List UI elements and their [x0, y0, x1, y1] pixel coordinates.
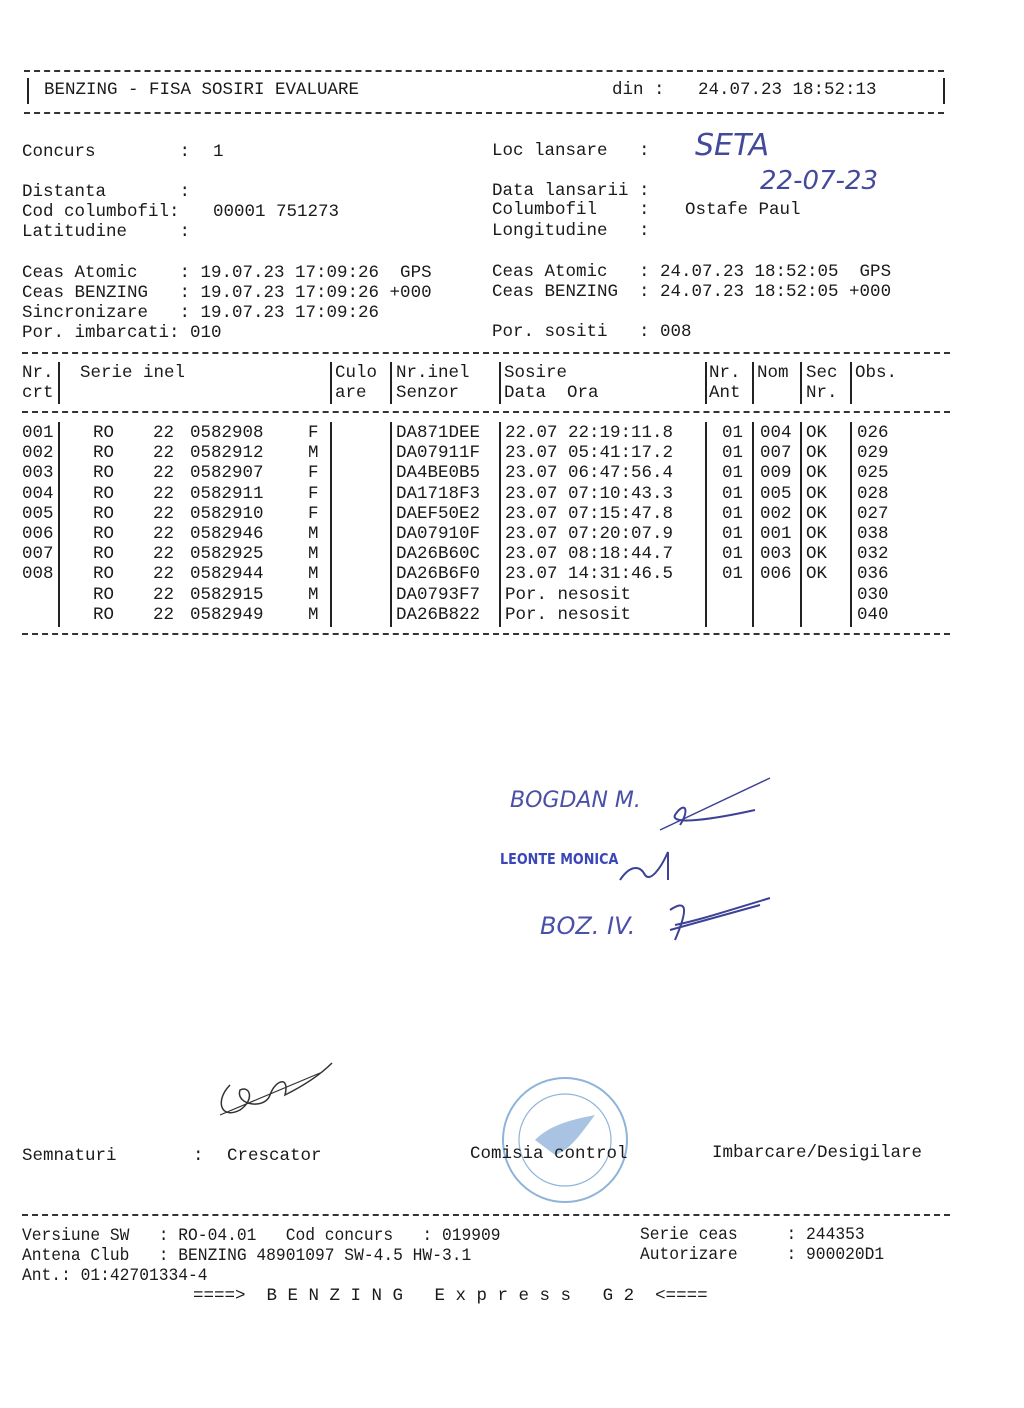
cell-obs: 025: [857, 463, 889, 484]
signature-bogdan: BOGDAN M.: [510, 788, 641, 813]
longitudine-label: Longitudine :: [492, 221, 650, 241]
semnaturi-label: Semnaturi: [22, 1146, 117, 1166]
crescator-label: Crescator: [227, 1146, 322, 1166]
col-header-senzor: Nr.inel Senzor: [396, 363, 470, 403]
cell-nom: 005: [760, 483, 792, 504]
col-header-ant: Nr. Ant: [709, 363, 741, 403]
cell-nom: 001: [760, 524, 792, 544]
cell-sec: OK: [806, 544, 828, 565]
cell-tara: RO: [93, 564, 115, 585]
cell-inel: 0582907: [190, 463, 264, 484]
cell-sex: M: [308, 443, 319, 464]
cell-sosire: 22.07 22:19:11.8: [505, 423, 674, 443]
cell-sex: M: [308, 524, 319, 544]
cell-inel: 0582908: [190, 423, 264, 443]
divider: [22, 1214, 950, 1216]
signature-scribble-1: [675, 808, 755, 825]
cell-sosire: Por. nesosit: [505, 584, 632, 605]
cell-senzor: DA1718F3: [396, 483, 481, 504]
cell-tara: RO: [93, 423, 115, 443]
cell-nr: 001: [22, 423, 54, 443]
col-header-sec: Sec Nr.: [806, 363, 838, 403]
crescator-signature: [210, 1055, 340, 1125]
cell-sex: M: [308, 584, 319, 605]
cell-obs: 026: [857, 423, 889, 443]
cell-obs: 030: [857, 584, 889, 605]
cell-senzor: DA4BE0B5: [396, 463, 481, 484]
divider: [22, 411, 950, 413]
cell-nr: 008: [22, 564, 54, 585]
cell-nom: 009: [760, 463, 792, 484]
divider: [22, 633, 950, 635]
cell-senzor: DA871DEE: [396, 423, 481, 443]
divider: [24, 70, 944, 72]
cell-sosire: 23.07 06:47:56.4: [505, 463, 674, 484]
cell-sex: M: [308, 564, 319, 585]
ceas-benzing-start: Ceas BENZING : 19.07.23 17:09:26 +000: [22, 283, 432, 303]
cell-obs: 028: [857, 483, 889, 504]
cell-ant: 01: [722, 503, 744, 524]
concurs-value: 1: [213, 142, 224, 162]
cell-inel: 0582946: [190, 524, 264, 544]
latitudine-label: Latitudine :: [22, 222, 191, 242]
imbarcare-label: Imbarcare/Desigilare: [712, 1143, 923, 1163]
data-lansarii-handwritten: 22-07-23: [760, 166, 879, 196]
cell-inel: 0582910: [190, 503, 264, 524]
columbofil-value: Ostafe Paul: [685, 200, 801, 220]
cell-nom: 003: [760, 544, 792, 565]
cell-sosire: 23.07 07:15:47.8: [505, 503, 674, 524]
cell-nr: 003: [22, 463, 54, 484]
divider: [22, 352, 950, 354]
cell-sosire: 23.07 05:41:17.2: [505, 443, 674, 464]
concurs-label: Concurs :: [22, 142, 191, 162]
antena-id: Ant.: 01:42701334-4: [22, 1266, 208, 1286]
cell-obs: 032: [857, 544, 889, 565]
cell-sex: F: [308, 483, 319, 504]
club-stamp: [500, 1075, 630, 1205]
date-label: din :: [612, 80, 665, 100]
colon: :: [193, 1146, 204, 1166]
ceas-atomic-end: Ceas Atomic : 24.07.23 18:52:05 GPS: [492, 262, 892, 282]
cell-an: 22: [153, 503, 175, 524]
page-title: BENZING - FISA SOSIRI EVALUARE: [44, 80, 360, 100]
divider: [24, 112, 944, 114]
cell-ant: 01: [722, 443, 744, 464]
cell-inel: 0582912: [190, 443, 264, 464]
cell-an: 22: [153, 524, 175, 544]
cell-inel: 0582911: [190, 483, 264, 504]
cell-inel: 0582949: [190, 604, 264, 625]
cell-senzor: DA26B60C: [396, 544, 481, 565]
cell-sosire: 23.07 14:31:46.5: [505, 564, 674, 585]
cell-an: 22: [153, 443, 175, 464]
porumbei-sositi: Por. sositi : 008: [492, 322, 692, 342]
serie-ceas: Serie ceas : 244353: [640, 1225, 865, 1245]
cell-obs: 038: [857, 524, 889, 544]
signature-scribble-2: [620, 852, 668, 880]
antena-club: Antena Club : BENZING 48901097 SW-4.5 HW-3.1: [22, 1246, 472, 1266]
cell-sec: OK: [806, 423, 828, 443]
col-header-culoare: Culo are: [335, 363, 378, 403]
sincronizare: Sincronizare : 19.07.23 17:09:26: [22, 303, 380, 323]
cell-nr: 006: [22, 524, 54, 544]
cell-senzor: DAEF50E2: [396, 503, 481, 524]
cell-inel: 0582915: [190, 584, 264, 605]
cell-sosire: Por. nesosit: [505, 604, 632, 625]
cell-sec: OK: [806, 564, 828, 585]
cell-nr: 005: [22, 503, 54, 524]
cell-senzor: DA07910F: [396, 524, 481, 544]
versiune-sw: Versiune SW : RO-04.01 Cod concurs : 019909: [22, 1226, 501, 1246]
ceas-atomic-start: Ceas Atomic : 19.07.23 17:09:26 GPS: [22, 263, 432, 283]
col-header-serie: Serie inel: [80, 363, 186, 383]
cell-sex: M: [308, 544, 319, 565]
print-datetime: 24.07.23 18:52:13: [698, 80, 877, 100]
cell-tara: RO: [93, 483, 115, 504]
cell-an: 22: [153, 584, 175, 605]
cell-sec: OK: [806, 443, 828, 464]
ceas-benzing-end: Ceas BENZING : 24.07.23 18:52:05 +000: [492, 282, 892, 302]
cell-ant: 01: [722, 524, 744, 544]
col-header-obs: Obs.: [855, 363, 898, 383]
divider: [27, 78, 29, 104]
cell-an: 22: [153, 564, 175, 585]
cell-sec: OK: [806, 463, 828, 484]
porumbei-imbarcati: Por. imbarcati: 010: [22, 323, 222, 343]
cell-nr: 007: [22, 544, 54, 565]
col-header-nr: Nr. crt: [22, 363, 54, 403]
cell-sex: M: [308, 604, 319, 625]
cell-tara: RO: [93, 604, 115, 625]
cell-obs: 029: [857, 443, 889, 464]
cell-sec: OK: [806, 503, 828, 524]
cell-senzor: DA0793F7: [396, 584, 481, 605]
cell-ant: 01: [722, 544, 744, 565]
cell-an: 22: [153, 463, 175, 484]
cell-sec: OK: [806, 483, 828, 504]
cell-sex: F: [308, 423, 319, 443]
cell-nr: 002: [22, 443, 54, 464]
cell-nom: 004: [760, 423, 792, 443]
cell-sosire: 23.07 08:18:44.7: [505, 544, 674, 565]
cod-columbofil-value: 00001 751273: [213, 202, 340, 222]
cell-sosire: 23.07 07:20:07.9: [505, 524, 674, 544]
cell-ant: 01: [722, 463, 744, 484]
cell-tara: RO: [93, 443, 115, 464]
brand-line: ====> B E N Z I N G E x p r e s s G 2 <====: [193, 1286, 708, 1306]
col-header-nom: Nom: [757, 363, 789, 383]
cell-sex: F: [308, 503, 319, 524]
cell-nom: 007: [760, 443, 792, 464]
cod-columbofil-label: Cod columbofil:: [22, 202, 180, 222]
cell-tara: RO: [93, 584, 115, 605]
signature-scribble-3: [670, 898, 770, 940]
cell-inel: 0582944: [190, 564, 264, 585]
divider: [943, 78, 945, 104]
cell-nr: 004: [22, 483, 54, 504]
cell-obs: 040: [857, 604, 889, 625]
cell-inel: 0582925: [190, 544, 264, 565]
cell-senzor: DA07911F: [396, 443, 481, 464]
cell-tara: RO: [93, 524, 115, 544]
cell-tara: RO: [93, 544, 115, 565]
cell-obs: 036: [857, 564, 889, 585]
cell-sosire: 23.07 07:10:43.3: [505, 483, 674, 504]
autorizare: Autorizare : 900020D1: [640, 1245, 885, 1265]
cell-sec: OK: [806, 524, 828, 544]
cell-an: 22: [153, 423, 175, 443]
cell-senzor: DA26B6F0: [396, 564, 481, 585]
cell-senzor: DA26B822: [396, 604, 481, 625]
cell-sex: F: [308, 463, 319, 484]
cell-an: 22: [153, 604, 175, 625]
columbofil-label: Columbofil :: [492, 200, 650, 220]
loc-lansare-label: Loc lansare :: [492, 141, 650, 161]
cell-ant: 01: [722, 564, 744, 585]
cell-tara: RO: [93, 503, 115, 524]
loc-lansare-handwritten: SETA: [695, 128, 770, 163]
distanta-label: Distanta :: [22, 182, 191, 202]
cell-an: 22: [153, 483, 175, 504]
comisia-label: Comisia control: [470, 1144, 628, 1164]
cell-an: 22: [153, 544, 175, 565]
cell-ant: 01: [722, 423, 744, 443]
data-lansarii-label: Data lansarii :: [492, 181, 650, 201]
cell-nom: 002: [760, 503, 792, 524]
cell-obs: 027: [857, 503, 889, 524]
signature-boz: BOZ. IV.: [540, 912, 636, 940]
col-header-sosire: Sosire Data Ora: [504, 363, 599, 403]
stamp-leonte-monica: LEONTE MONICA: [500, 850, 619, 868]
cell-tara: RO: [93, 463, 115, 484]
cell-nom: 006: [760, 564, 792, 585]
cell-ant: 01: [722, 483, 744, 504]
